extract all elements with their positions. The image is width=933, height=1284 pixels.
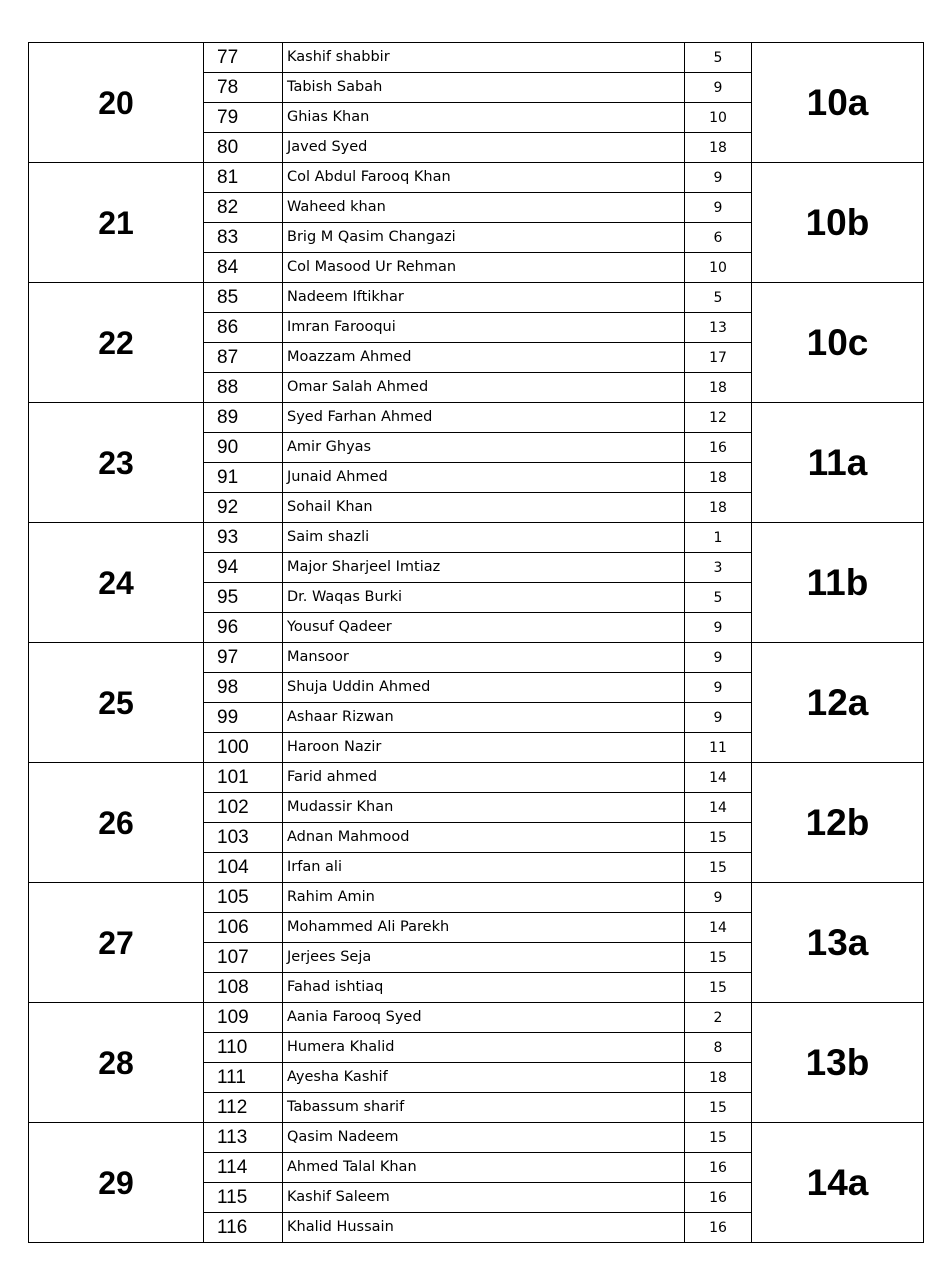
serial-number-cell: 107 — [204, 943, 283, 973]
player-name-cell: Waheed khan — [283, 193, 685, 223]
serial-number-cell: 81 — [204, 163, 283, 193]
handicap-cell: 18 — [685, 1063, 752, 1093]
serial-number-cell: 93 — [204, 523, 283, 553]
serial-number-cell: 111 — [204, 1063, 283, 1093]
serial-number-cell: 77 — [204, 43, 283, 73]
serial-number-cell: 113 — [204, 1123, 283, 1153]
table-row — [29, 763, 924, 793]
handicap-cell: 3 — [685, 553, 752, 583]
handicap-cell: 15 — [685, 823, 752, 853]
table-row — [29, 163, 924, 193]
handicap-cell: 16 — [685, 1153, 752, 1183]
handicap-cell: 17 — [685, 343, 752, 373]
player-name-cell: Tabish Sabah — [283, 73, 685, 103]
handicap-cell: 8 — [685, 1033, 752, 1063]
player-name-cell: Saim shazli — [283, 523, 685, 553]
serial-number-cell: 114 — [204, 1153, 283, 1183]
serial-number-cell: 87 — [204, 343, 283, 373]
serial-number-cell: 115 — [204, 1183, 283, 1213]
handicap-cell: 9 — [685, 73, 752, 103]
serial-number-cell: 97 — [204, 643, 283, 673]
handicap-cell: 9 — [685, 613, 752, 643]
table-row — [29, 523, 924, 553]
handicap-cell: 9 — [685, 193, 752, 223]
player-name-cell: Imran Farooqui — [283, 313, 685, 343]
handicap-cell: 18 — [685, 373, 752, 403]
player-name-cell: Col Masood Ur Rehman — [283, 253, 685, 283]
team-code-cell: 10b — [752, 163, 924, 283]
player-name-cell: Ahmed Talal Khan — [283, 1153, 685, 1183]
team-code-cell: 10a — [752, 43, 924, 163]
handicap-cell: 16 — [685, 1213, 752, 1243]
serial-number-cell: 82 — [204, 193, 283, 223]
serial-number-cell: 91 — [204, 463, 283, 493]
group-table — [28, 42, 924, 1243]
player-name-cell: Sohail Khan — [283, 493, 685, 523]
serial-number-cell: 106 — [204, 913, 283, 943]
handicap-cell: 13 — [685, 313, 752, 343]
serial-number-cell: 102 — [204, 793, 283, 823]
serial-number-cell: 104 — [204, 853, 283, 883]
serial-number-cell: 79 — [204, 103, 283, 133]
player-name-cell: Kashif shabbir — [283, 43, 685, 73]
serial-number-cell: 90 — [204, 433, 283, 463]
player-name-cell: Amir Ghyas — [283, 433, 685, 463]
handicap-cell: 5 — [685, 283, 752, 313]
serial-number-cell: 110 — [204, 1033, 283, 1063]
handicap-cell: 15 — [685, 1093, 752, 1123]
player-name-cell: Haroon Nazir — [283, 733, 685, 763]
serial-number-cell: 109 — [204, 1003, 283, 1033]
serial-number-cell: 95 — [204, 583, 283, 613]
serial-number-cell: 78 — [204, 73, 283, 103]
serial-number-cell: 103 — [204, 823, 283, 853]
serial-number-cell: 84 — [204, 253, 283, 283]
handicap-cell: 2 — [685, 1003, 752, 1033]
handicap-cell: 6 — [685, 223, 752, 253]
handicap-cell: 5 — [685, 43, 752, 73]
player-name-cell: Ayesha Kashif — [283, 1063, 685, 1093]
player-name-cell: Dr. Waqas Burki — [283, 583, 685, 613]
player-name-cell: Humera Khalid — [283, 1033, 685, 1063]
player-name-cell: Ghias Khan — [283, 103, 685, 133]
serial-number-cell: 99 — [204, 703, 283, 733]
handicap-cell: 10 — [685, 253, 752, 283]
handicap-cell: 14 — [685, 763, 752, 793]
serial-number-cell: 100 — [204, 733, 283, 763]
team-code-cell: 13b — [752, 1003, 924, 1123]
team-code-cell: 14a — [752, 1123, 924, 1243]
table-row — [29, 1003, 924, 1033]
player-name-cell: Khalid Hussain — [283, 1213, 685, 1243]
player-name-cell: Kashif Saleem — [283, 1183, 685, 1213]
player-name-cell: Adnan Mahmood — [283, 823, 685, 853]
serial-number-cell: 112 — [204, 1093, 283, 1123]
group-number-cell: 28 — [29, 1003, 204, 1123]
serial-number-cell: 116 — [204, 1213, 283, 1243]
player-name-cell: Qasim Nadeem — [283, 1123, 685, 1153]
handicap-cell: 15 — [685, 1123, 752, 1153]
serial-number-cell: 105 — [204, 883, 283, 913]
handicap-cell: 15 — [685, 973, 752, 1003]
group-number-cell: 29 — [29, 1123, 204, 1243]
table-row — [29, 1123, 924, 1153]
serial-number-cell: 83 — [204, 223, 283, 253]
handicap-cell: 1 — [685, 523, 752, 553]
player-name-cell: Jerjees Seja — [283, 943, 685, 973]
table-row — [29, 43, 924, 73]
player-name-cell: Shuja Uddin Ahmed — [283, 673, 685, 703]
handicap-cell: 9 — [685, 703, 752, 733]
serial-number-cell: 88 — [204, 373, 283, 403]
serial-number-cell: 98 — [204, 673, 283, 703]
player-name-cell: Rahim Amin — [283, 883, 685, 913]
player-name-cell: Mohammed Ali Parekh — [283, 913, 685, 943]
handicap-cell: 9 — [685, 163, 752, 193]
serial-number-cell: 89 — [204, 403, 283, 433]
handicap-cell: 18 — [685, 133, 752, 163]
handicap-cell: 16 — [685, 1183, 752, 1213]
serial-number-cell: 80 — [204, 133, 283, 163]
player-name-cell: Mansoor — [283, 643, 685, 673]
player-name-cell: Syed Farhan Ahmed — [283, 403, 685, 433]
group-number-cell: 23 — [29, 403, 204, 523]
handicap-cell: 14 — [685, 913, 752, 943]
team-code-cell: 12b — [752, 763, 924, 883]
handicap-cell: 5 — [685, 583, 752, 613]
team-code-cell: 10c — [752, 283, 924, 403]
player-name-cell: Major Sharjeel Imtiaz — [283, 553, 685, 583]
serial-number-cell: 96 — [204, 613, 283, 643]
group-number-cell: 20 — [29, 43, 204, 163]
group-number-cell: 27 — [29, 883, 204, 1003]
handicap-cell: 14 — [685, 793, 752, 823]
handicap-cell: 10 — [685, 103, 752, 133]
handicap-cell: 11 — [685, 733, 752, 763]
serial-number-cell: 85 — [204, 283, 283, 313]
player-name-cell: Mudassir Khan — [283, 793, 685, 823]
serial-number-cell: 86 — [204, 313, 283, 343]
handicap-cell: 9 — [685, 643, 752, 673]
group-number-cell: 26 — [29, 763, 204, 883]
player-name-cell: Brig M Qasim Changazi — [283, 223, 685, 253]
handicap-cell: 12 — [685, 403, 752, 433]
group-number-cell: 25 — [29, 643, 204, 763]
player-name-cell: Yousuf Qadeer — [283, 613, 685, 643]
player-name-cell: Ashaar Rizwan — [283, 703, 685, 733]
handicap-cell: 9 — [685, 673, 752, 703]
team-code-cell: 11a — [752, 403, 924, 523]
handicap-cell: 18 — [685, 493, 752, 523]
serial-number-cell: 92 — [204, 493, 283, 523]
serial-number-cell: 108 — [204, 973, 283, 1003]
group-table-body — [29, 43, 924, 1243]
table-row — [29, 403, 924, 433]
player-name-cell: Farid ahmed — [283, 763, 685, 793]
group-number-cell: 21 — [29, 163, 204, 283]
player-name-cell: Junaid Ahmed — [283, 463, 685, 493]
player-name-cell: Nadeem Iftikhar — [283, 283, 685, 313]
team-code-cell: 13a — [752, 883, 924, 1003]
team-code-cell: 11b — [752, 523, 924, 643]
player-name-cell: Irfan ali — [283, 853, 685, 883]
table-row — [29, 643, 924, 673]
group-number-cell: 22 — [29, 283, 204, 403]
table-row — [29, 883, 924, 913]
player-name-cell: Fahad ishtiaq — [283, 973, 685, 1003]
table-row — [29, 283, 924, 313]
player-name-cell: Tabassum sharif — [283, 1093, 685, 1123]
handicap-cell: 9 — [685, 883, 752, 913]
player-name-cell: Javed Syed — [283, 133, 685, 163]
team-code-cell: 12a — [752, 643, 924, 763]
handicap-cell: 16 — [685, 433, 752, 463]
handicap-cell: 15 — [685, 943, 752, 973]
group-number-cell: 24 — [29, 523, 204, 643]
handicap-cell: 18 — [685, 463, 752, 493]
player-name-cell: Moazzam Ahmed — [283, 343, 685, 373]
serial-number-cell: 101 — [204, 763, 283, 793]
serial-number-cell: 94 — [204, 553, 283, 583]
handicap-cell: 15 — [685, 853, 752, 883]
player-name-cell: Col Abdul Farooq Khan — [283, 163, 685, 193]
player-name-cell: Omar Salah Ahmed — [283, 373, 685, 403]
player-name-cell: Aania Farooq Syed — [283, 1003, 685, 1033]
